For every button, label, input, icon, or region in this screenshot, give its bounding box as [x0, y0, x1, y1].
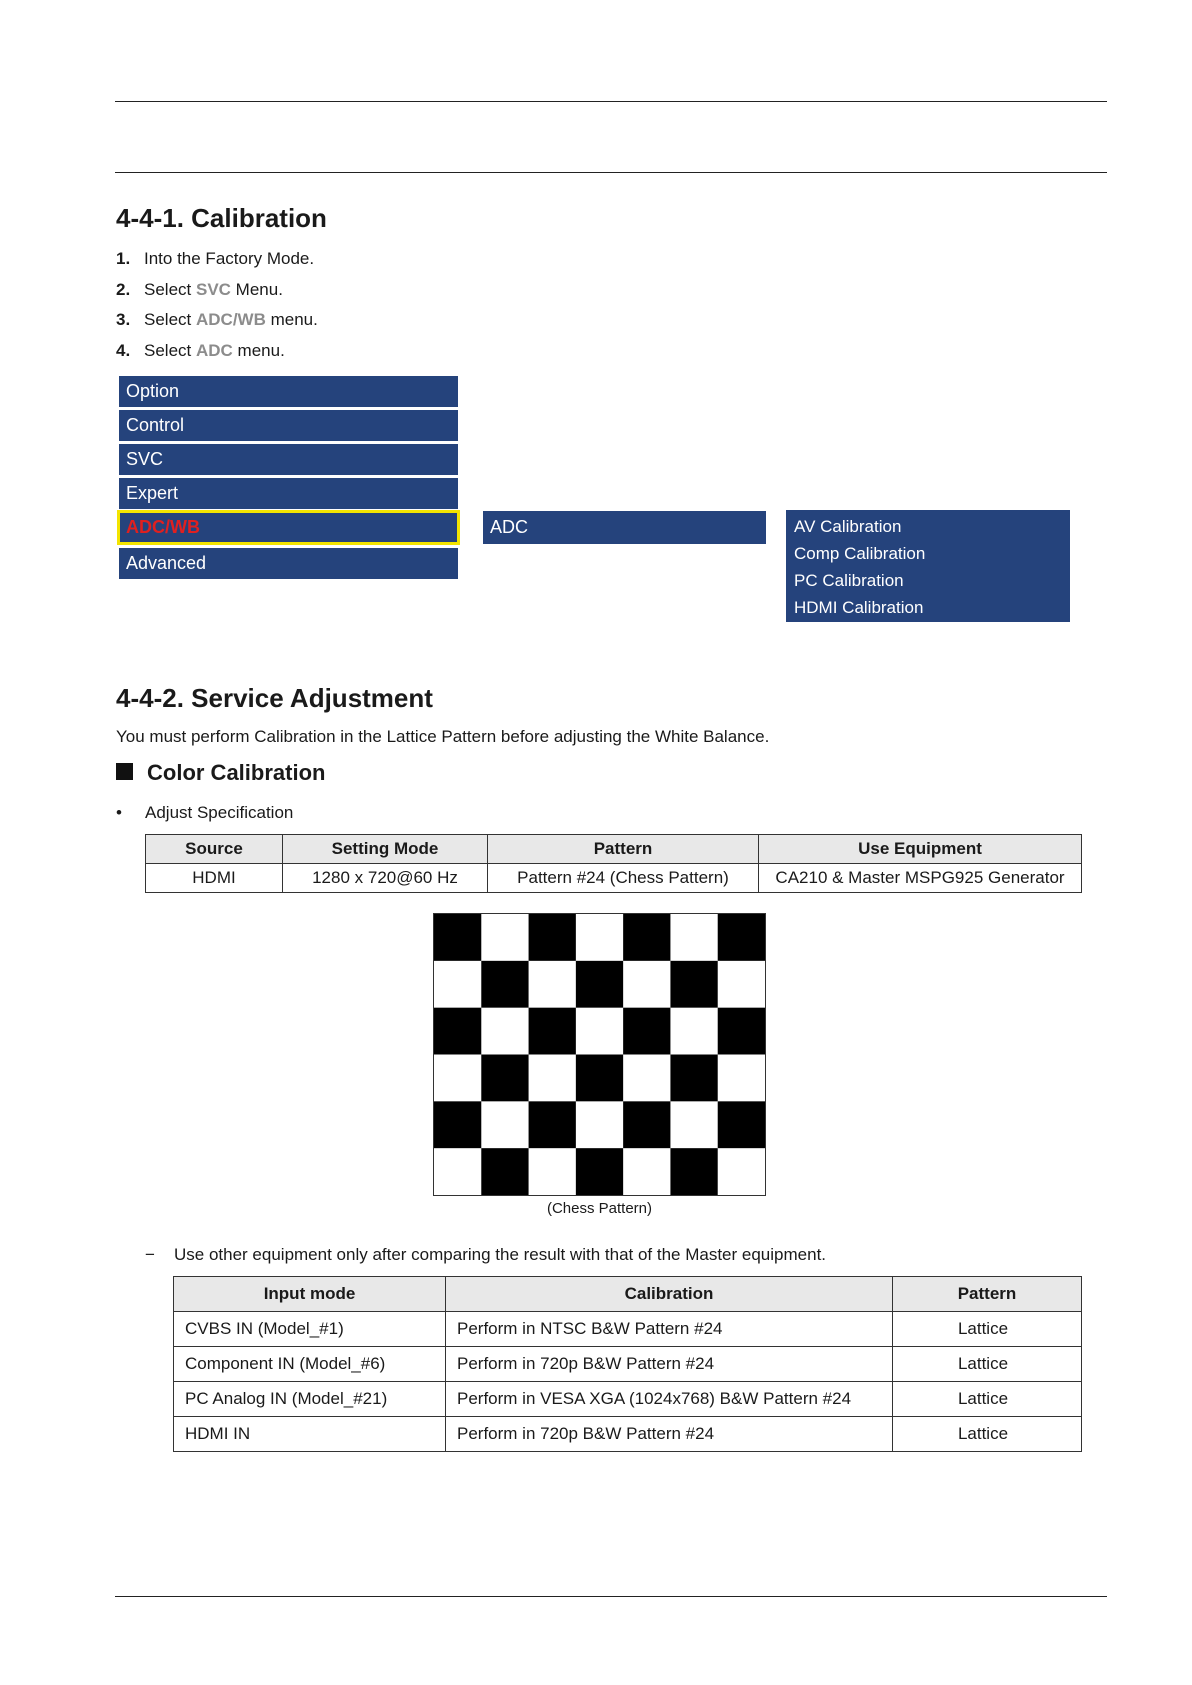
table-cell: Lattice	[893, 1347, 1082, 1382]
table-cell: Pattern #24 (Chess Pattern)	[488, 864, 759, 893]
footer-rule	[115, 1596, 1107, 1597]
header-cell: Use Equipment	[759, 835, 1082, 864]
chess-black-square	[576, 1148, 623, 1195]
header-cell: Pattern	[488, 835, 759, 864]
chess-black-square	[529, 1008, 576, 1055]
chess-black-square	[434, 1101, 481, 1148]
chess-black-square	[434, 1008, 481, 1055]
chess-black-square	[529, 1101, 576, 1148]
submenu-item-hdmi-calibration[interactable]: HDMI Calibration	[794, 598, 924, 617]
chess-black-square	[481, 1148, 528, 1195]
section-title-service-adjustment: 4-4-2. Service Adjustment	[116, 683, 433, 713]
bullet-item: • Adjust Specification	[116, 803, 294, 822]
header-cell: Source	[146, 835, 283, 864]
menu-item-svc[interactable]: SVC	[119, 444, 458, 475]
step-item: 1. Into the Factory Mode.	[116, 249, 315, 268]
header-cell: Pattern	[893, 1277, 1082, 1312]
chess-black-square	[623, 1008, 670, 1055]
table-row	[174, 1312, 1082, 1347]
table-cell: Perform in VESA XGA (1024x768) B&W Pattern #24	[446, 1382, 893, 1417]
chess-black-square	[718, 1008, 765, 1055]
table-cell: PC Analog IN (Model_#21)	[174, 1382, 446, 1417]
calibration-submenu	[786, 510, 1070, 622]
table-row	[174, 1417, 1082, 1452]
table-cell: Lattice	[893, 1382, 1082, 1417]
header-cell: Setting Mode	[283, 835, 488, 864]
chess-black-square	[718, 1101, 765, 1148]
chess-pattern-image	[433, 913, 766, 1196]
intro-text: You must perform Calibration in the Lattice Pattern before adjusting the White Balance.	[116, 727, 770, 746]
keyword-adcwb: ADC/WB	[195, 310, 266, 330]
table-cell: CVBS IN (Model_#1)	[174, 1312, 446, 1347]
chess-black-square	[481, 961, 528, 1008]
menu-item-control[interactable]: Control	[119, 410, 458, 441]
chess-black-square	[670, 1055, 717, 1102]
bullet-dot-icon: •	[116, 803, 122, 822]
menu-item-option[interactable]: Option	[119, 376, 458, 407]
menu-item-adcwb[interactable]: ADC/WB	[119, 512, 458, 543]
table-cell: Perform in 720p B&W Pattern #24	[446, 1417, 893, 1452]
chess-black-square	[481, 1055, 528, 1102]
table-cell: Lattice	[893, 1312, 1082, 1347]
equipment-note: − Use other equipment only after comparing the result with that of the Master equipment.	[145, 1245, 827, 1264]
chess-black-square	[718, 914, 765, 961]
table-header-row	[146, 835, 1082, 864]
chess-black-square	[670, 1148, 717, 1195]
table-row	[146, 864, 1082, 893]
submenu-item-adc[interactable]: ADC	[483, 511, 766, 544]
chess-black-square	[623, 1101, 670, 1148]
submenu-item-pc-calibration[interactable]: PC Calibration	[794, 571, 904, 590]
calibration-steps	[116, 247, 318, 370]
subsection-title: Color Calibration	[116, 760, 325, 786]
keyword-svc: SVC	[195, 279, 231, 299]
chess-black-square	[670, 961, 717, 1008]
step-item: 4. Select ADC menu.	[116, 341, 285, 361]
chess-black-square	[623, 914, 670, 961]
chess-pattern-caption: (Chess Pattern)	[546, 1200, 653, 1217]
submenu-item-av-calibration[interactable]: AV Calibration	[794, 517, 902, 536]
step-item: 3. Select ADC/WB menu.	[116, 310, 318, 330]
keyword-adc: ADC	[195, 341, 233, 361]
menu-item-expert[interactable]: Expert	[119, 478, 458, 509]
chess-black-square	[576, 1055, 623, 1102]
table-header-row	[174, 1277, 1082, 1312]
table-row	[174, 1347, 1082, 1382]
section-title-calibration: 4-4-1. Calibration	[116, 203, 327, 233]
table-cell: Perform in NTSC B&W Pattern #24	[446, 1312, 893, 1347]
table-cell: 1280 x 720@60 Hz	[283, 864, 488, 893]
menu-item-advanced[interactable]: Advanced	[119, 548, 458, 579]
table-cell: Lattice	[893, 1417, 1082, 1452]
table-cell: HDMI	[146, 864, 283, 893]
header-cell: Calibration	[446, 1277, 893, 1312]
square-bullet-icon	[116, 763, 133, 780]
chess-black-square	[576, 961, 623, 1008]
header-cell: Input mode	[174, 1277, 446, 1312]
chess-black-square	[529, 914, 576, 961]
table-cell: Perform in 720p B&W Pattern #24	[446, 1347, 893, 1382]
table-cell: HDMI IN	[174, 1417, 446, 1452]
submenu-item-comp-calibration[interactable]: Comp Calibration	[794, 544, 926, 563]
spec-table	[145, 834, 1082, 893]
header-rule-top	[115, 101, 1107, 102]
table-row	[174, 1382, 1082, 1417]
step-item: 2. Select SVC Menu.	[116, 279, 283, 299]
chess-black-square	[434, 914, 481, 961]
calibration-table	[173, 1276, 1082, 1452]
header-rule-bottom	[115, 172, 1107, 173]
table-cell: Component IN (Model_#6)	[174, 1347, 446, 1382]
table-cell: CA210 & Master MSPG925 Generator	[759, 864, 1082, 893]
